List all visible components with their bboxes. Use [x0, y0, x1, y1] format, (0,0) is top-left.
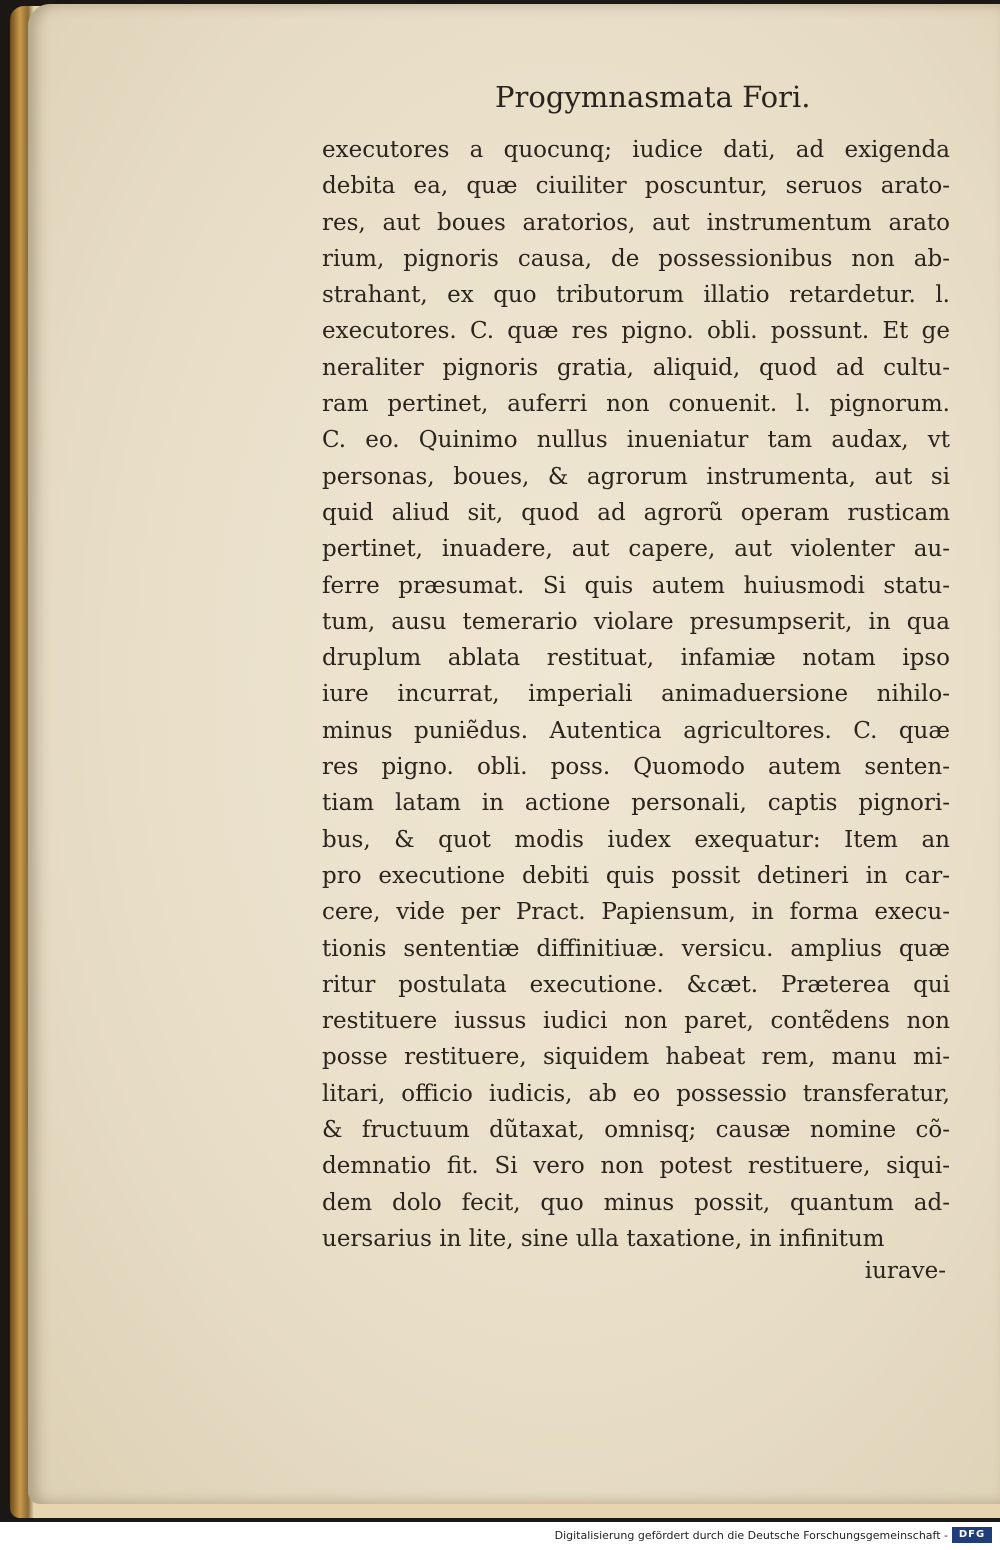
text-line: iure incurrat, imperiali animaduersione nihilo-: [322, 681, 950, 708]
text-line: restituere iussus iudici non paret, contẽdens non: [322, 1008, 950, 1035]
text-line: cere, vide per Pract. Papiensum, in forma execu-: [322, 899, 950, 926]
text-line: tiam latam in actione personali, captis pignori-: [322, 790, 950, 817]
text-line: res, aut boues aratorios, aut instrumentum arato: [322, 209, 950, 236]
text-line: litari, officio iudicis, ab eo possessio transferatur,: [322, 1080, 950, 1107]
text-line: debita ea, quæ ciuiliter poscuntur, seruos arato-: [322, 173, 950, 200]
text-line: res pigno. obli. poss. Quomodo autem senten-: [322, 754, 950, 781]
catchword: iurave-: [864, 1258, 946, 1284]
text-line: neraliter pignoris gratia, aliquid, quod ad cultu-: [322, 354, 950, 381]
text-line: pertinet, inuadere, aut capere, aut violenter au-: [322, 536, 950, 563]
text-line: tum, ausu temerario violare presumpserit, in qua: [322, 608, 950, 635]
text-line: executores. C. quæ res pigno. obli. possunt. Et ge: [322, 318, 950, 345]
text-line: minus puniẽdus. Autentica agricultores. C. quæ: [322, 717, 950, 744]
text-block: [322, 132, 950, 1257]
text-line: tionis sententiæ diffinitiuæ. versicu. amplius quæ: [322, 935, 950, 962]
text-line: posse restituere, siquidem habeat rem, manu mi-: [322, 1044, 950, 1071]
text-line: rium, pignoris causa, de possessionibus non ab-: [322, 245, 950, 272]
dfg-logo: DFG: [952, 1527, 992, 1543]
text-line: & fructuum dũtaxat, omnisq; causæ nomine cõ-: [322, 1117, 950, 1144]
text-line: quid aliud sit, quod ad agrorũ operam rusticam: [322, 499, 950, 526]
text-line: bus, & quot modis iudex exequatur: Item an: [322, 826, 950, 853]
text-line: dem dolo fecit, quo minus possit, quantum ad-: [322, 1189, 950, 1216]
running-head: Progymnasmata Fori.: [495, 80, 811, 114]
text-line: ferre præsumat. Si quis autem huiusmodi statu-: [322, 572, 950, 599]
text-line: pro executione debiti quis possit detineri in car-: [322, 862, 950, 889]
text-line: strahant, ex quo tributorum illatio retardetur. l.: [322, 282, 950, 309]
text-line: personas, boues, & agrorum instrumenta, aut si: [322, 463, 950, 490]
text-line: C. eo. Quinimo nullus inueniatur tam audax, vt: [322, 427, 950, 454]
text-line: druplum ablata restituat, infamiæ notam ipso: [322, 645, 950, 672]
text-line: ritur postulata executione. &cæt. Præterea qui: [322, 971, 950, 998]
text-line: uersarius in lite, sine ulla taxatione, in infinitum: [322, 1225, 885, 1252]
footer-credit-text: Digitalisierung gefördert durch die Deutsche Forschungsgemeinschaft -: [554, 1529, 948, 1542]
text-line: ram pertinet, auferri non conuenit. l. pignorum.: [322, 391, 950, 418]
text-line: demnatio fit. Si vero non potest restituere, siqui-: [322, 1153, 950, 1180]
text-line: executores a quocunq; iudice dati, ad exigenda: [322, 137, 950, 163]
